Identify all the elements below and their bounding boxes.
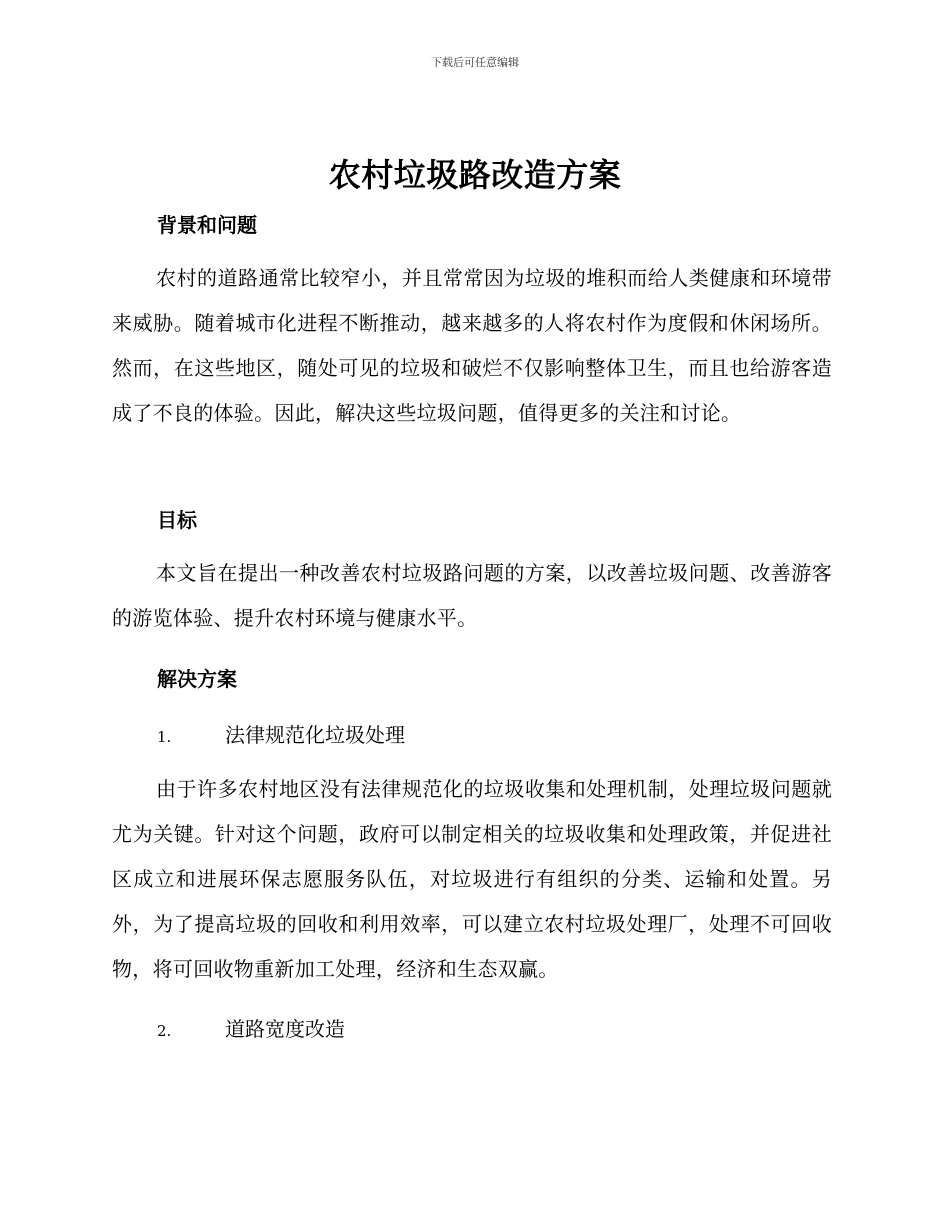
background-paragraph: 农村的道路通常比较窄小，并且常常因为垃圾的堆积而给人类健康和环境带来威胁。随着城市化进程不断推动，越来越多的人将农村作为度假和休闲场所。然而，在这些地区，随处可见的垃圾和破烂不仅影响整体卫生，而且也给游客造成了不良的体验。因此，解决这些垃圾问题，值得更多的关注和讨论。 xyxy=(112,266,832,425)
section-heading-goal: 目标 xyxy=(157,508,197,532)
solution-list-item-1 xyxy=(157,719,405,748)
list-number: 2. xyxy=(157,1022,172,1040)
section-heading-solution: 解决方案 xyxy=(157,667,237,691)
document-title: 农村垃圾路改造方案 xyxy=(328,156,622,194)
solution-1-paragraph: 由于许多农村地区没有法律规范化的垃圾收集和处理机制，处理垃圾问题就尤为关键。针对这个问题，政府可以制定相关的垃圾收集和处理政策，并促进社区成立和进展环保志愿服务队伍，对垃圾进行有组织的分类、运输和处置。另外，为了提高垃圾的回收和利用效率，可以建立农村垃圾处理厂，处理不可回收物，将可回收物重新加工处理，经济和生态双赢。 xyxy=(112,777,832,981)
solution-list-item-2 xyxy=(157,1013,345,1042)
goal-paragraph: 本文旨在提出一种改善农村垃圾路问题的方案，以改善垃圾问题、改善游客的游览体验、提升农村环境与健康水平。 xyxy=(112,561,832,630)
list-number: 1. xyxy=(157,728,172,746)
header-note: 下载后可任意编辑 xyxy=(431,56,519,69)
list-item-label: 道路宽度改造 xyxy=(225,1017,345,1041)
list-item-label: 法律规范化垃圾处理 xyxy=(225,723,405,747)
section-heading-background: 背景和问题 xyxy=(157,213,257,237)
